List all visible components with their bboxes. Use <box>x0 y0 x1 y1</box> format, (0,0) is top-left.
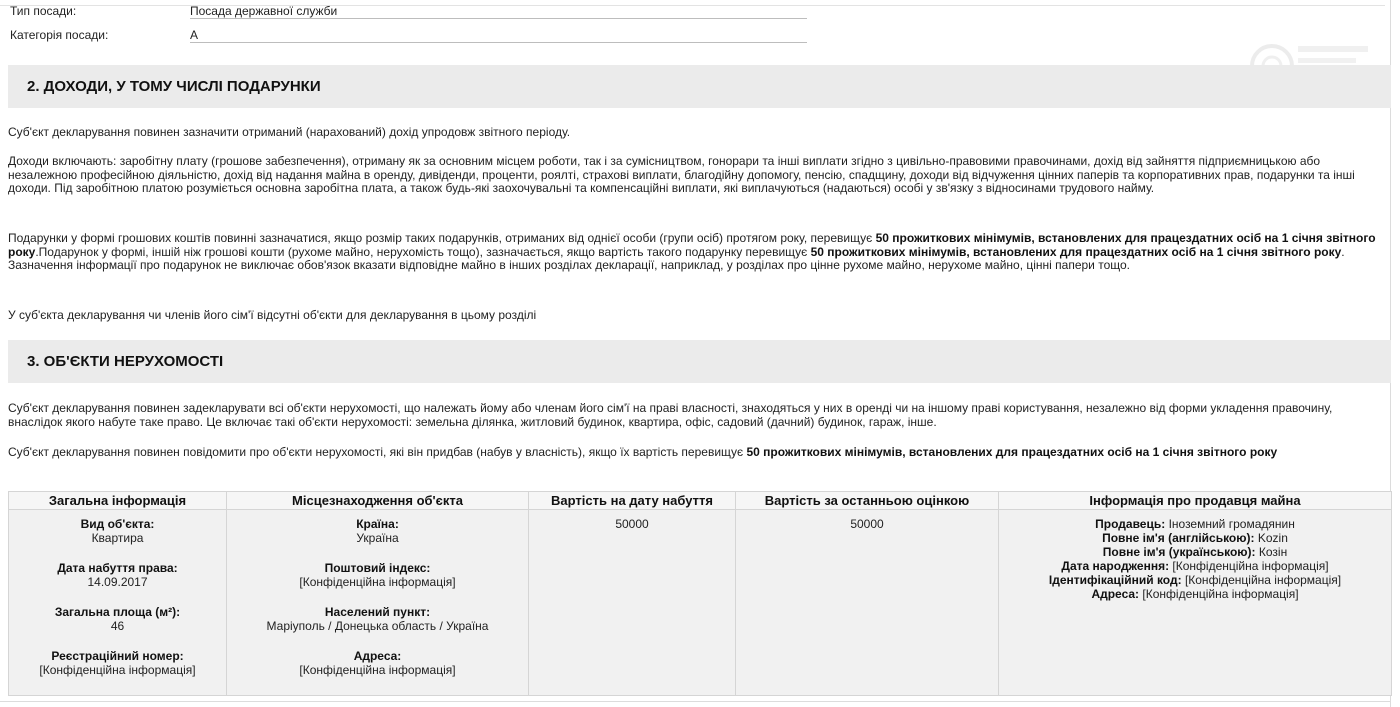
seller-type: Продавець: Іноземний громадянин <box>1095 517 1295 531</box>
column-header-seller: Інформація про продавця майна <box>999 492 1392 510</box>
field-row-position-type <box>10 3 807 23</box>
seller-address: Адреса: [Конфіденційна інформація] <box>1091 587 1299 601</box>
cell-cost-acquisition: 50000 <box>529 510 736 696</box>
real-estate-table <box>8 491 1392 696</box>
field-value: А <box>190 27 807 43</box>
section-3-header: 3. ОБ'ЄКТИ НЕРУХОМОСТІ <box>8 340 1391 383</box>
cell-cost-last: 50000 <box>736 510 999 696</box>
section-2-header: 2. ДОХОДИ, У ТОМУ ЧИСЛІ ПОДАРУНКИ <box>8 65 1391 108</box>
section-2-intro: Суб'єкт декларування повинен зазначити отриманий (нарахований) дохід упродовж звітного періоду. <box>8 125 571 139</box>
field-label: Тип посади: <box>10 4 77 18</box>
cell-location <box>227 510 529 696</box>
seller-name-uk: Повне ім'я (українською): Козін <box>1102 545 1288 559</box>
column-header-location: Місцезнаходження об'єкта <box>227 492 529 510</box>
country: Країна: Україна <box>356 517 399 545</box>
section-2-income-description: Доходи включають: заробітну плату (грошове забезпечення), отриману як за основним місцем роботи, так і за сумісництвом, гонорари та інші виплати згідно з цивільно-правовими правочинами, дохід від зайняття підприємницькою або незалежною професійною діяльністю, дохід від надання майна в оренду, дивіденди, проценти, роялті, страхові виплати, благодійну допомогу, пенсію, спадщину, доходи від відчуження цінних паперів та корпоративних прав, подарунки та інші доходи. Під заробітною платою розуміється основна заробітна плата, а також будь-які заохочувальні та компенсаційні виплати, які виплачуються (надаються) особі у зв'язку з відносинами трудового найму. <box>8 154 1355 195</box>
total-area: Загальна площа (м²): 46 <box>54 605 181 633</box>
cell-seller-info <box>999 510 1392 696</box>
column-header-general: Загальна інформація <box>9 492 227 510</box>
table-row <box>9 510 1392 696</box>
field-label: Категорія посади: <box>10 28 109 42</box>
bottom-divider <box>0 701 1391 702</box>
table-header-row <box>9 492 1392 510</box>
field-value: Посада державної служби <box>190 3 807 19</box>
field-row-position-category <box>10 27 807 47</box>
column-header-cost-last: Вартість за останньою оцінкою <box>736 492 999 510</box>
cell-general-info <box>9 510 227 696</box>
seller-name-en: Повне ім'я (англійською): Kozin <box>1102 531 1288 545</box>
seller-id-code: Ідентифікаційний код: [Конфіденційна інформація] <box>1048 573 1342 587</box>
settlement: Населений пункт: Маріуполь / Донецька область / Україна <box>266 605 489 633</box>
column-header-cost-acquisition: Вартість на дату набуття <box>529 492 736 510</box>
section-3-threshold: Суб'єкт декларування повинен повідомити про об'єкти нерухомості, які він придбав (набув у власність), якщо їх вартість перевищує 50 прожиткових мінімумів, встановлених для працездатних осіб на 1 січня звітного року <box>8 445 1278 459</box>
registration-number: Реєстраційний номер: [Конфіденційна інформація] <box>39 649 196 677</box>
seller-birth-date: Дата народження: [Конфіденційна інформація] <box>1061 559 1329 573</box>
section-2-empty-notice: У суб'єкта декларування чи членів його сім'ї відсутні об'єкти для декларування в цьому розділі <box>8 308 537 322</box>
section-2-gifts-description: Подарунки у формі грошових коштів повинні зазначатися, якщо розмір таких подарунків, отриманих від однієї особи (групи осіб) протягом року, перевищує 50 прожиткових мінімумів, встановлених для працездатних осіб на 1 січня звітного року.Подарунок у формі, іншій ніж грошові кошти (рухоме майно, нерухомість тощо), зазначається, якщо вартість такого подарунку перевищує 50 прожиткових мінімумів, встановлених для працездатних осіб на 1 січня звітного року. Зазначення інформації про подарунок не виключає обов'язок вказати відповідне майно в інших розділах декларації, наприклад, у розділах про цінне рухоме майно, нерухоме майно, цінні папери тощо. <box>8 231 1376 272</box>
postal-code: Поштовий індекс: [Конфіденційна інформація] <box>299 561 456 589</box>
acquisition-date: Дата набуття права: 14.09.2017 <box>57 561 178 589</box>
section-3-intro: Суб'єкт декларування повинен задекларувати всі об'єкти нерухомості, що належать йому або членам його сім'ї на праві власності, знаходяться у них в оренді чи на іншому праві користування, незалежно від форми укладення правочину, внаслідок якого набуте таке право. Це включає такі об'єкти нерухомості: земельна ділянка, житловий будинок, квартира, офіс, садовий (дачний) будинок, гараж, інше. <box>8 401 1333 429</box>
address: Адреса: [Конфіденційна інформація] <box>299 649 456 677</box>
object-type: Вид об'єкта: Квартира <box>80 517 155 545</box>
